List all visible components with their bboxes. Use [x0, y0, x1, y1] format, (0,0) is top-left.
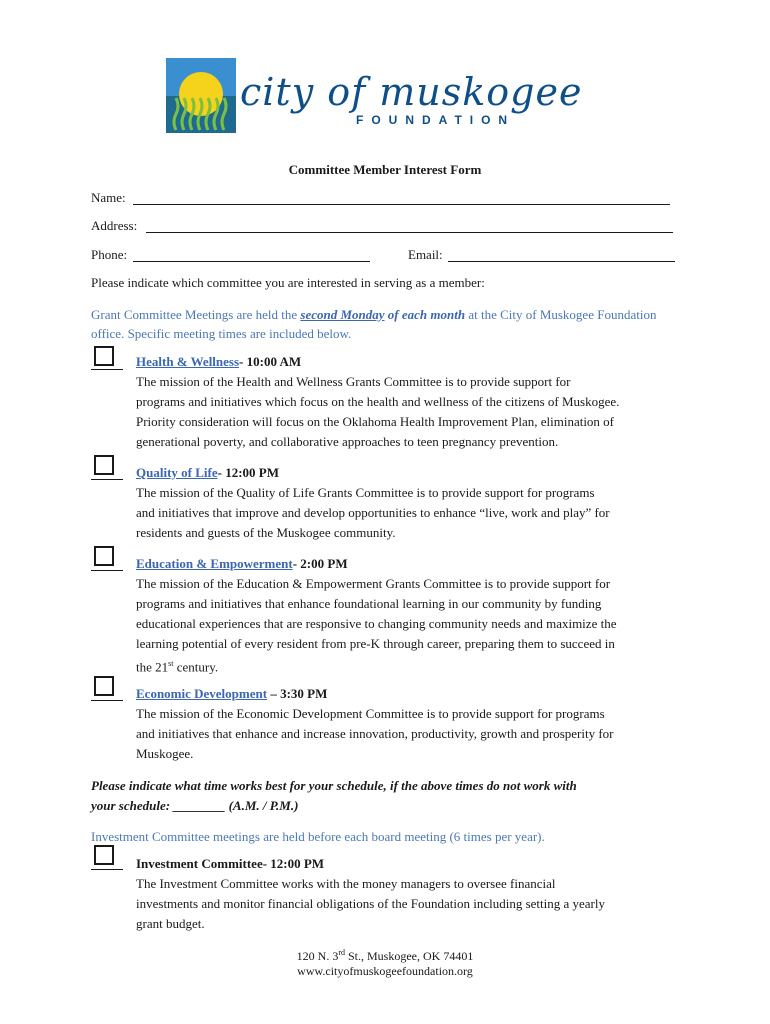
- email-field[interactable]: [448, 247, 675, 262]
- investment-meeting-note: Investment Committee meetings are held before each board meeting (6 times per year).: [91, 829, 545, 844]
- description-line: programs and initiatives that enhance foundational learning in our community by funding: [136, 596, 602, 611]
- logo-subtitle: FOUNDATION: [356, 113, 516, 127]
- description-line: learning potential of every resident from pre-K through career, preparing them to succeed in: [136, 636, 615, 651]
- foundation-logo: [166, 58, 236, 133]
- description-line: Muskogee.: [136, 746, 194, 761]
- ordinal-suffix: rd: [338, 948, 345, 957]
- description-line: and initiatives that enhance and increase innovation, productivity, growth and prosperity for: [136, 726, 614, 741]
- footer-address-text: St., Muskogee, OK 74401: [345, 949, 474, 963]
- committee-economic-development: [136, 684, 681, 764]
- description-line: residents and guests of the Muskogee community.: [136, 525, 396, 540]
- committee-time: – 3:30 PM: [267, 686, 328, 701]
- checkbox-economic-development[interactable]: [94, 676, 114, 696]
- committee-quality-of-life: [136, 463, 681, 543]
- grant-meeting-note: [91, 305, 681, 343]
- footer-website[interactable]: www.cityofmuskogeefoundation.org: [297, 964, 473, 978]
- committee-name-link[interactable]: Economic Development: [136, 686, 268, 701]
- description-line: grant budget.: [136, 916, 205, 931]
- description-line: The Investment Committee works with the money managers to oversee financial: [136, 876, 556, 891]
- checkbox-health-wellness[interactable]: [94, 346, 114, 366]
- description-line: investments and monitor financial obligations of the Foundation including setting a yearly: [136, 896, 605, 911]
- committee-time: - 12:00 PM: [217, 465, 279, 480]
- committee-time: - 10:00 AM: [239, 354, 302, 369]
- investment-committee-title: Investment Committee- 12:00 PM: [136, 856, 325, 871]
- phone-field[interactable]: [133, 247, 370, 262]
- form-title: Committee Member Interest Form: [288, 162, 482, 177]
- description-line: educational experiences that are responsive to changing community needs and maximize the: [136, 616, 617, 631]
- checkbox-investment[interactable]: [94, 845, 114, 865]
- checkbox-underline: [91, 570, 123, 571]
- committee-investment: [136, 854, 681, 934]
- checkbox-underline: [91, 869, 123, 870]
- grant-note-emph-month: of each month: [384, 307, 466, 322]
- description-line: programs and initiatives which focus on the health and wellness of the citizens of Muskogee.: [136, 394, 620, 409]
- name-label: Name:: [91, 190, 126, 205]
- instruction-text: Please indicate which committee you are interested in serving as a member:: [91, 275, 485, 290]
- logo-wordmark: city of muskogee: [240, 70, 583, 114]
- phone-label: Phone:: [91, 247, 128, 262]
- description-line: [136, 654, 681, 677]
- checkbox-underline: [91, 369, 123, 370]
- schedule-note-line: your schedule: ________ (A.M. / P.M.): [91, 798, 299, 813]
- committee-education-empowerment: [136, 554, 681, 677]
- description-line: generational poverty, and collaborative approaches to teen pregnancy prevention.: [136, 434, 559, 449]
- schedule-note-line: Please indicate what time works best for your schedule, if the above times do not work with: [91, 778, 577, 793]
- address-field[interactable]: [146, 218, 673, 233]
- description-line: The mission of the Economic Development Committee is to provide support for programs: [136, 706, 605, 721]
- description-line: The mission of the Health and Wellness Grants Committee is to provide support for: [136, 374, 571, 389]
- committee-name-link[interactable]: Health & Wellness: [136, 354, 240, 369]
- grant-note-post: at the City of Muskogee Foundation office. Specific meeting times are included below.: [91, 307, 657, 341]
- ordinal-suffix: st: [168, 659, 174, 668]
- checkbox-underline: [91, 700, 123, 701]
- description-line: and initiatives that improve and develop opportunities to enhance “live, work and play” for: [136, 505, 610, 520]
- description-line: The mission of the Education & Empowerment Grants Committee is to provide support for: [136, 576, 611, 591]
- description-text: century.: [173, 659, 219, 675]
- grant-note-emph-day: second Monday: [300, 307, 385, 322]
- email-label: Email:: [408, 247, 443, 262]
- schedule-note: [91, 776, 691, 816]
- description-text: the 21: [136, 659, 169, 675]
- description-line: The mission of the Quality of Life Grants Committee is to provide support for programs: [136, 485, 595, 500]
- checkbox-underline: [91, 479, 123, 480]
- committee-name-link[interactable]: Quality of Life: [136, 465, 218, 480]
- committee-name-link[interactable]: Education & Empowerment: [136, 556, 293, 571]
- sun-waves-icon: [166, 58, 236, 133]
- committee-time: - 2:00 PM: [292, 556, 348, 571]
- address-label: Address:: [91, 218, 138, 233]
- checkbox-education-empowerment[interactable]: [94, 546, 114, 566]
- footer-address-text: 120 N. 3: [296, 949, 339, 963]
- grant-note-pre: Grant Committee Meetings are held the: [91, 307, 301, 322]
- checkbox-quality-of-life[interactable]: [94, 455, 114, 475]
- name-field[interactable]: [133, 190, 670, 205]
- description-line: Priority consideration will focus on the Oklahoma Health Improvement Plan, elimination of: [136, 414, 615, 429]
- committee-health-wellness: [136, 352, 681, 452]
